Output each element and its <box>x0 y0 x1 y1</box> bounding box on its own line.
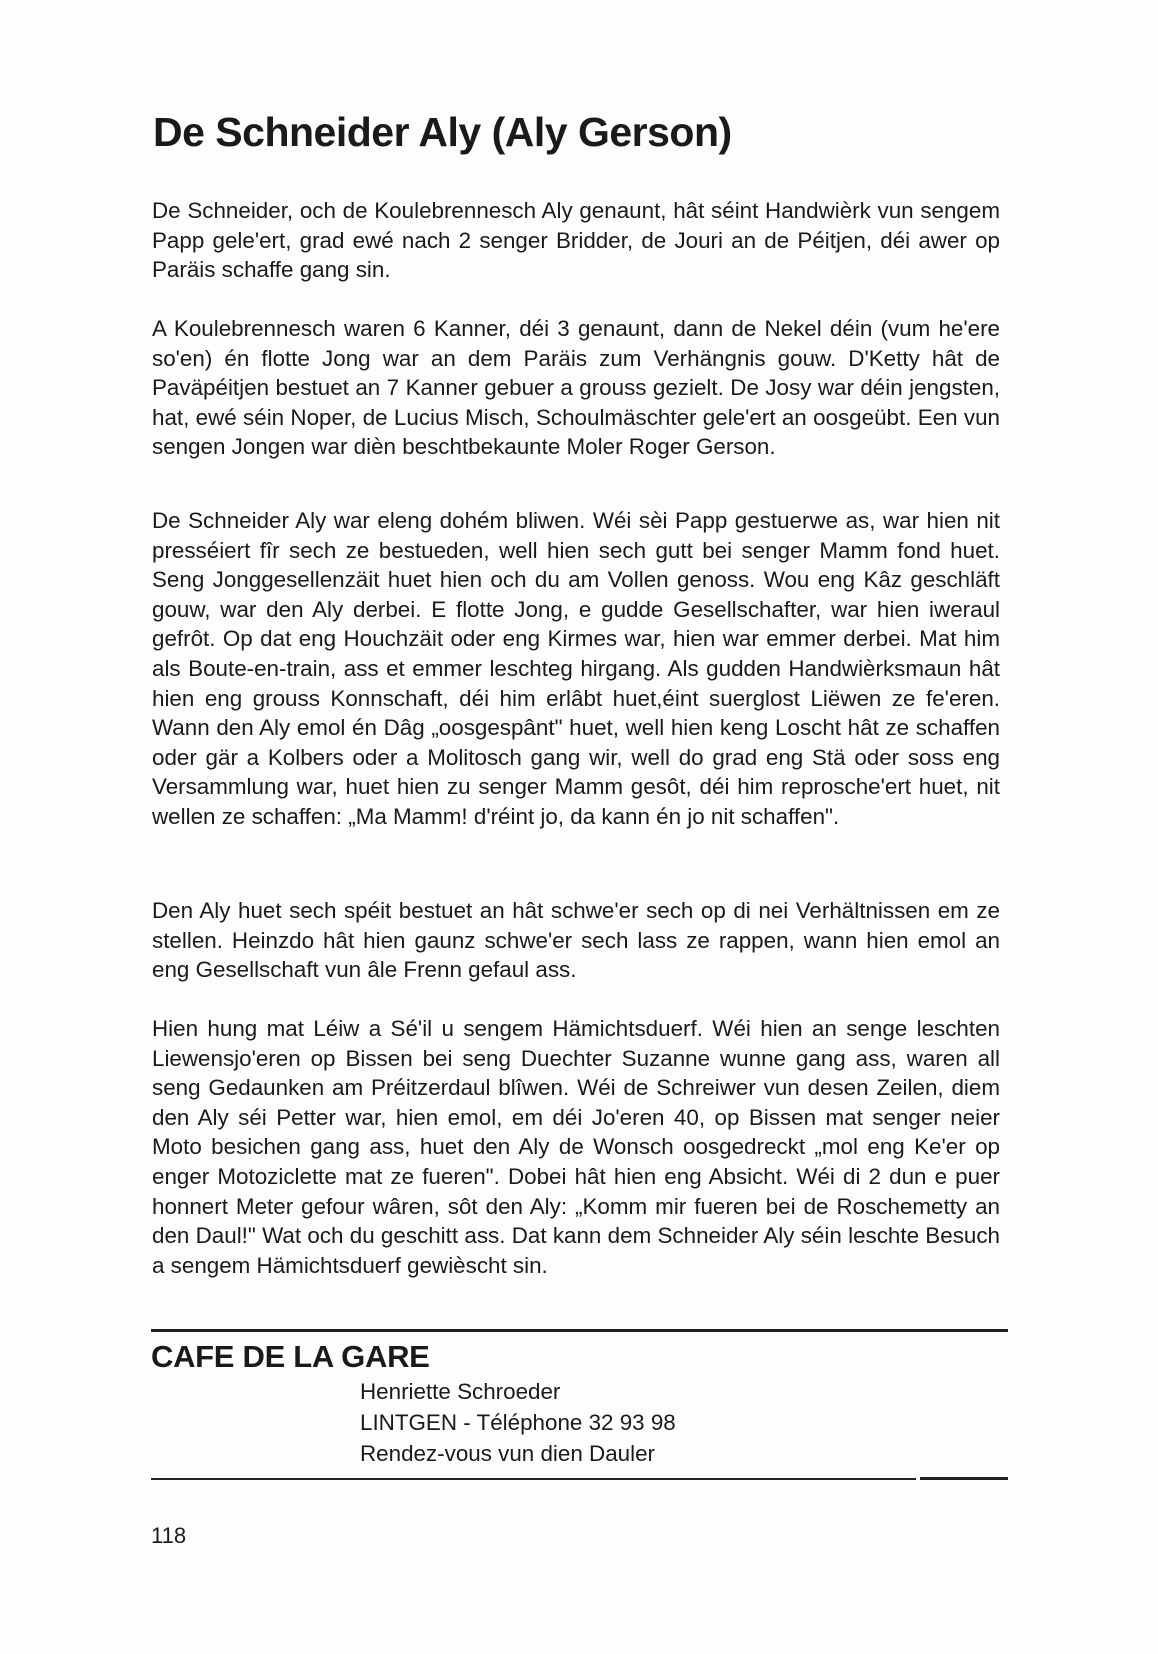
article-paragraph-2: A Koulebrennesch waren 6 Kanner, déi 3 genaunt, dann de Nekel déin (vum he'ere so'en) én flotte Jong war an dem Paräis zum Verhängnis gouw. D'Ketty hât de Paväpéitjen bestuet an 7 Kanner gebuer a grouss gezielt. De Josy war déin jengsten, hat, ewé séin Noper, de Lucius Misch, Schoulmäschter gele'ert an oosgeübt. Een vun sengen Jongen war dièn beschtbekaunte Moler Roger Gerson. <box>152 316 1000 460</box>
advertisement-heading: CAFE DE LA GARE <box>151 1339 430 1374</box>
advertisement-top-rule <box>151 1329 1008 1332</box>
article-paragraph-1: De Schneider, och de Koulebrennesch Aly genaunt, hât séint Handwièrk vun sengem Papp gele'ert, grad ewé nach 2 senger Bridder, de Jouri an de Péitjen, déi awer op Paräis schaffe gang sin. <box>152 198 1000 283</box>
article-title: De Schneider Aly (Aly Gerson) <box>153 109 732 155</box>
article-paragraph-3: De Schneider Aly war eleng dohém bliwen. Wéi sèi Papp gestuerwe as, war hien nit presséiert fîr sech ze bestueden, well hien sech gutt bei senger Mamm fond huet. Seng Jonggesellenzäit huet hien och du am Vollen genoss. Wou eng Kâz geschläft gouw, war den Aly derbei. E flotte Jong, e gudde Gesellschafter, war hien iweraul gefrôt. Op dat eng Houchzäit oder eng Kirmes war, hien war emmer derbei. Mat him als Boute-en-train, ass et emmer leschteg hirgang. Als gudden Handwièrksmaun hât hien eng grouss Konnschaft, déi him erlâbt huet,éint suerglost Liëwen ze fe'eren. Wann den Aly emol én Dâg „oosgespânt" huet, well hien keng Loscht hât ze schaffen oder gär a Kolbers oder a Molitosch gang wir, well do grad eng Stä oder soss eng Versammlung war, huet hien zu senger Mamm gesôt, déi him reprosche'ert huet, nit wellen ze schaffen: „Ma Mamm! d'réint jo, da kann én jo nit schaffen". <box>152 508 1000 829</box>
page-number: 118 <box>151 1523 187 1548</box>
advertisement-phone: LINTGEN - Téléphone 32 93 98 <box>360 1410 676 1435</box>
article-paragraph-5: Hien hung mat Léiw a Sé'il u sengem Hämichtsduerf. Wéi hien an senge leschten Liewensjo'eren op Bissen bei seng Duechter Suzanne wunne gang ass, waren all seng Gedaunken am Préitzerdaul blîwen. Wéi de Schreiwer vun desen Zeilen, diem den Aly séi Petter war, hien emol, em déi Jo'eren 40, op Bissen mat senger neier Moto besichen gang ass, huet den Aly de Wonsch oosgedreckt „mol eng Ke'er op enger Motoziclette mat ze fueren". Dobei hât hien eng Absicht. Wéi di 2 dun e puer honnert Meter gefour wâren, sôt den Aly: „Komm mir fueren bei de Roschemetty an den Daul!" Wat och du geschitt ass. Dat kann dem Schneider Aly séin leschte Besuch a sengem Hämichtsduerf gewièscht sin. <box>152 1016 1000 1278</box>
advertisement-tagline: Rendez-vous vun dien Dauler <box>360 1441 655 1466</box>
article-paragraph-4: Den Aly huet sech spéit bestuet an hât schwe'er sech op di nei Verhältnissen em ze stellen. Heinzdo hât hien gaunz schwe'er sech lass ze rappen, wann hien emol an eng Gesellschaft vun âle Frenn gefaul ass. <box>152 898 1000 983</box>
advertisement-bottom-rule <box>151 1478 916 1480</box>
advertisement-owner: Henriette Schroeder <box>360 1379 561 1404</box>
advertisement-bottom-rule-end <box>920 1477 1008 1480</box>
